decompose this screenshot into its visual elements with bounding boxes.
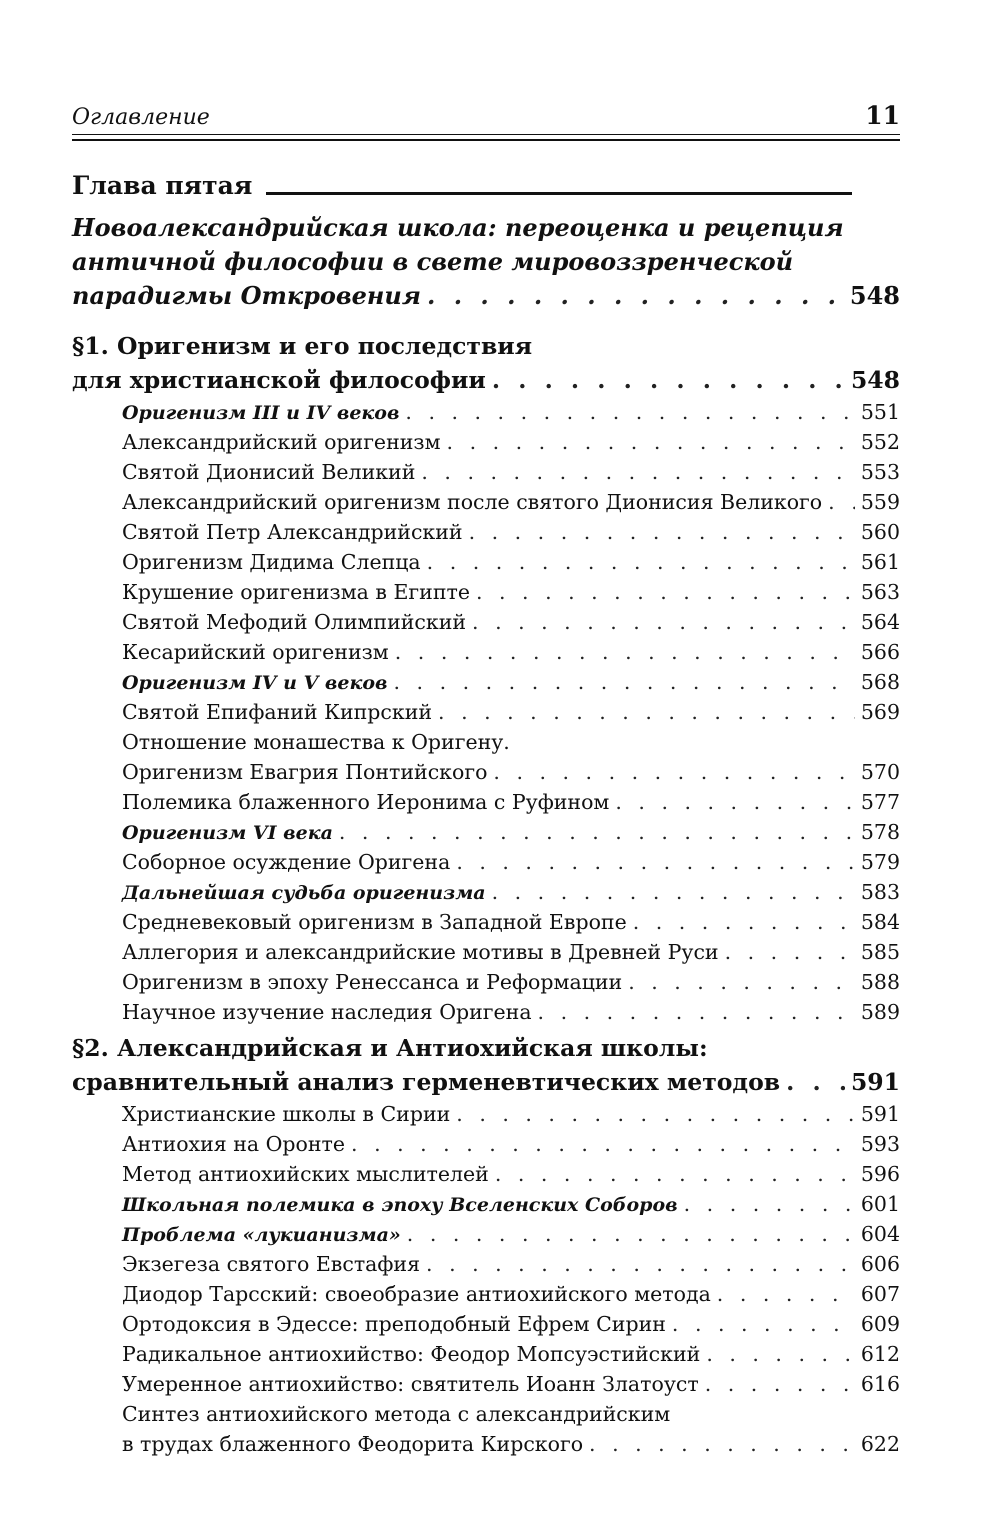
page-ref: 622	[860, 1432, 900, 1456]
page-ref: 616	[860, 1372, 900, 1396]
toc-entry[interactable]	[72, 907, 900, 937]
page-ref: 585	[860, 940, 900, 964]
dot-leader	[339, 817, 855, 847]
toc-entry[interactable]	[72, 667, 900, 697]
section-2-entries	[72, 1099, 900, 1399]
entry-title: Ортодоксия в Эдессе: преподобный Ефрем Сирин	[122, 1312, 666, 1336]
toc-entry-continued: Отношение монашества к Оригену.	[122, 730, 510, 754]
toc-entry[interactable]	[72, 847, 900, 877]
entry-title: Радикальное антиохийство: Феодор Мопсуэстийский	[122, 1342, 701, 1366]
entry-title: Антиохия на Оронте	[122, 1132, 346, 1156]
toc-entry-continued: Синтез антиохийского метода с александрийским	[122, 1402, 671, 1426]
page-ref: 568	[860, 670, 900, 694]
toc-entry[interactable]	[72, 457, 900, 487]
dot-leader	[456, 847, 855, 877]
page-ref: 548	[849, 281, 900, 310]
page-ref: 606	[860, 1252, 900, 1276]
header-rule-thick	[72, 139, 900, 141]
toc-entry[interactable]	[72, 697, 900, 727]
page-ref: 588	[860, 970, 900, 994]
dot-leader	[492, 877, 855, 907]
running-title: Оглавление	[72, 105, 210, 130]
toc-entry[interactable]	[72, 1279, 900, 1309]
page-ref: 596	[860, 1162, 900, 1186]
dot-leader	[407, 1219, 855, 1249]
entry-title: Оригенизм III и IV веков	[122, 402, 400, 424]
table-of-contents	[72, 329, 900, 1459]
toc-entry[interactable]	[72, 397, 900, 427]
chapter-title-line: античной философии в свете мировоззренческой	[72, 247, 794, 276]
entry-title: Средневековый оригенизм в Западной Европе	[122, 910, 627, 934]
entry-title: Святой Епифаний Кипрский	[122, 700, 433, 724]
toc-entry[interactable]	[72, 787, 900, 817]
page-ref: 604	[860, 1222, 900, 1246]
dot-leader	[469, 517, 855, 547]
toc-entry[interactable]	[72, 637, 900, 667]
page-ref: 577	[860, 790, 900, 814]
toc-entry[interactable]	[72, 363, 900, 397]
entry-title: Оригенизм Дидима Слепца	[122, 550, 421, 574]
dot-leader	[786, 1065, 845, 1099]
entry-title: Крушение оригенизма в Египте	[122, 580, 470, 604]
dot-leader	[447, 427, 855, 457]
page-ref: 584	[860, 910, 900, 934]
entry-title: Умеренное антиохийство: святитель Иоанн Златоуст	[122, 1372, 699, 1396]
page-ref: 551	[860, 400, 900, 424]
entry-title: Дальнейшая судьба оригенизма	[122, 882, 486, 904]
section-1-heading: §1. Оригенизм и его последствия	[72, 332, 533, 360]
toc-entry[interactable]	[72, 1065, 900, 1099]
entry-title: Святой Мефодий Олимпийский	[122, 610, 467, 634]
dot-leader	[628, 967, 855, 997]
dot-leader	[492, 363, 845, 397]
entry-title: Проблема «лукианизма»	[122, 1224, 401, 1246]
page-ref: 589	[860, 1000, 900, 1024]
dot-leader	[395, 637, 855, 667]
toc-entry[interactable]	[72, 487, 900, 517]
page-ref: 563	[860, 580, 900, 604]
dot-leader	[615, 787, 854, 817]
page-ref: 566	[860, 640, 900, 664]
page-number: 11	[865, 101, 900, 130]
toc-entry[interactable]	[72, 997, 900, 1027]
dot-leader	[589, 1429, 855, 1459]
dot-leader	[725, 937, 855, 967]
dot-leader	[351, 1129, 855, 1159]
page-ref: 553	[860, 460, 900, 484]
section-2-title: сравнительный анализ герменевтических методов	[72, 1068, 781, 1096]
page-ref: 601	[860, 1192, 900, 1216]
book-page	[72, 0, 900, 1532]
entry-title: Кесарийский оригенизм	[122, 640, 389, 664]
dot-leader	[426, 1249, 855, 1279]
dot-leader	[672, 1309, 855, 1339]
dot-leader	[472, 607, 855, 637]
page-ref: 583	[860, 880, 900, 904]
entry-title: Соборное осуждение Оригена	[122, 850, 451, 874]
entry-title: Оригенизм в эпоху Ренессанса и Реформации	[122, 970, 623, 994]
toc-entry[interactable]	[72, 817, 900, 847]
dot-leader	[405, 397, 854, 427]
dot-leader	[633, 907, 855, 937]
entry-title: Научное изучение наследия Оригена	[122, 1000, 532, 1024]
header-rule-thin	[72, 134, 900, 135]
page-ref: 578	[860, 820, 900, 844]
chapter-rule	[266, 192, 852, 195]
page-ref: 564	[860, 610, 900, 634]
dot-leader	[495, 1159, 855, 1189]
running-head	[72, 96, 900, 130]
toc-entry[interactable]	[72, 517, 900, 547]
toc-entry[interactable]	[72, 1309, 900, 1339]
toc-entry[interactable]	[72, 1339, 900, 1369]
toc-entry[interactable]	[72, 1159, 900, 1189]
page-ref: 561	[860, 550, 900, 574]
page-ref: 560	[860, 520, 900, 544]
entry-title: Святой Петр Александрийский	[122, 520, 463, 544]
chapter-title-last: парадигмы Откровения	[72, 281, 421, 310]
toc-entry[interactable]	[72, 1129, 900, 1159]
toc-entry[interactable]	[72, 757, 900, 787]
dot-leader	[538, 997, 855, 1027]
dot-leader	[476, 577, 855, 607]
dot-leader	[706, 1339, 855, 1369]
page-ref: 612	[860, 1342, 900, 1366]
toc-entry[interactable]	[72, 1099, 900, 1129]
dot-leader	[684, 1189, 855, 1219]
entry-title: Аллегория и александрийские мотивы в Древней Руси	[122, 940, 719, 964]
toc-entry[interactable]	[72, 1369, 900, 1399]
entry-title: Полемика блаженного Иеронима с Руфином	[122, 790, 610, 814]
page-ref: 607	[860, 1282, 900, 1306]
page-ref: 591	[860, 1102, 900, 1126]
page-ref: 609	[860, 1312, 900, 1336]
chapter-title	[72, 211, 900, 313]
entry-title: Святой Дионисий Великий	[122, 460, 416, 484]
entry-title: Александрийский оригенизм после святого Дионисия Великого	[122, 490, 823, 514]
toc-entry[interactable]	[72, 967, 900, 997]
page-ref: 591	[850, 1068, 900, 1096]
entry-title: Александрийский оригенизм	[122, 430, 441, 454]
entry-title: Оригенизм IV и V веков	[122, 672, 388, 694]
page-ref: 593	[860, 1132, 900, 1156]
entry-title: Метод антиохийских мыслителей	[122, 1162, 489, 1186]
section-2-heading: §2. Александрийская и Антиохийская школы:	[72, 1034, 708, 1062]
entry-title: Оригенизм VI века	[122, 822, 333, 844]
entry-title: Диодор Тарсский: своеобразие антиохийского метода	[122, 1282, 711, 1306]
entry-title: Экзегеза святого Евстафия	[122, 1252, 421, 1276]
toc-entry[interactable]	[72, 877, 900, 907]
chapter-title-line: Новоалександрийская школа: переоценка и рецепция	[72, 213, 844, 242]
chapter-label: Глава пятая	[72, 171, 253, 200]
dot-leader	[427, 547, 855, 577]
dot-leader	[438, 697, 855, 727]
section-1-title: для христианской философии	[72, 366, 486, 394]
toc-entry[interactable]	[72, 1189, 900, 1219]
page-ref: 552	[860, 430, 900, 454]
section-1-entries-2	[72, 757, 900, 1027]
entry-title: Школьная полемика в эпоху Вселенских Соборов	[122, 1194, 678, 1216]
page-ref: 569	[860, 700, 900, 724]
section-1-entries	[72, 397, 900, 727]
entry-title: Христианские школы в Сирии	[122, 1102, 451, 1126]
toc-entry[interactable]	[72, 279, 900, 313]
entry-title: Оригенизм Евагрия Понтийского	[122, 760, 488, 784]
dot-leader	[493, 757, 854, 787]
dot-leader	[394, 667, 855, 697]
page-ref: 559	[860, 490, 900, 514]
entry-title: в трудах блаженного Феодорита Кирского	[122, 1432, 584, 1456]
page-ref: 548	[850, 366, 900, 394]
page-ref: 570	[860, 760, 900, 784]
dot-leader	[717, 1279, 855, 1309]
toc-entry[interactable]	[72, 937, 900, 967]
toc-entry[interactable]	[72, 1219, 900, 1249]
dot-leader	[456, 1099, 855, 1129]
chapter-heading	[72, 171, 852, 201]
page-ref: 579	[860, 850, 900, 874]
toc-entry[interactable]	[72, 577, 900, 607]
dot-leader	[705, 1369, 855, 1399]
toc-entry[interactable]	[72, 607, 900, 637]
toc-entry[interactable]	[72, 1429, 900, 1459]
dot-leader	[828, 487, 855, 517]
dot-leader	[421, 457, 854, 487]
dot-leader	[427, 279, 844, 313]
toc-entry[interactable]	[72, 1249, 900, 1279]
toc-entry[interactable]	[72, 427, 900, 457]
toc-entry[interactable]	[72, 547, 900, 577]
